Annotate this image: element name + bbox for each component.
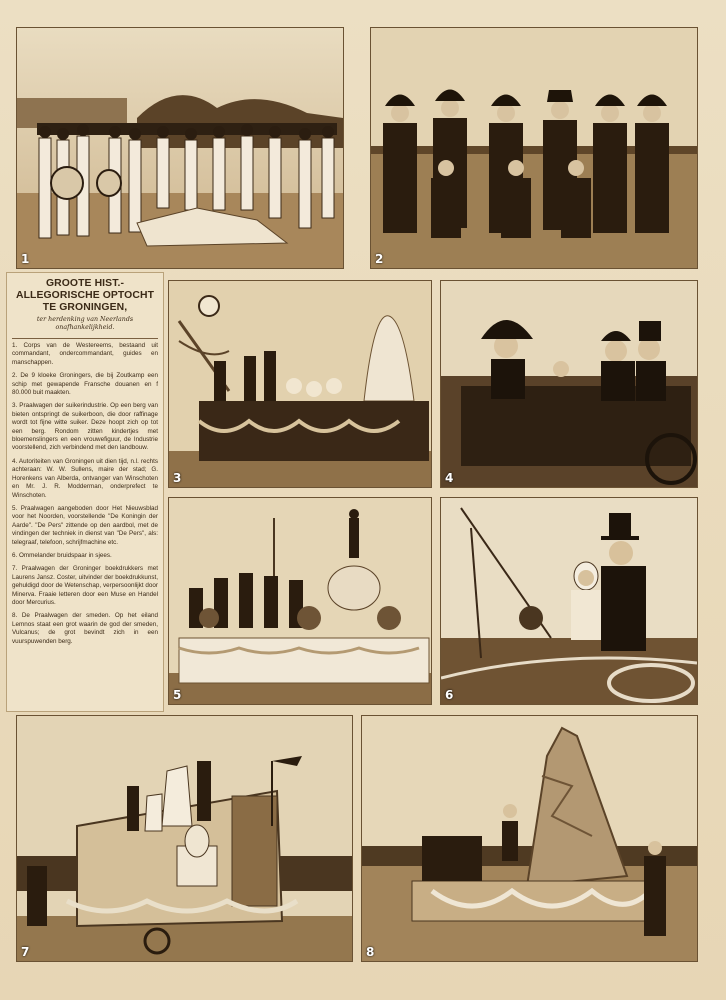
photo-2-groningers xyxy=(370,27,698,269)
photo-number: 8 xyxy=(366,945,375,959)
photo-number: 3 xyxy=(173,471,182,485)
caption-item: 8. De Praalwagen der smeden. Op het eiland Lemnos staat een grot waarin de god der smeden, Vulcanus; de grot bevindt zich in een vuurspuwenden berg. xyxy=(12,612,158,645)
caption-item: 6. Ommelander bruidspaar in sjees. xyxy=(12,551,112,559)
photo-7-boekdrukkers xyxy=(16,715,353,962)
photo-number: 1 xyxy=(21,252,30,266)
photo-1-corps-westereems xyxy=(16,27,344,269)
photo-number: 7 xyxy=(21,945,30,959)
photo-number: 6 xyxy=(445,688,454,702)
caption-title: GROOTE HIST.-ALLEGORISCHE OPTOCHT TE GRONINGEN, xyxy=(15,278,155,313)
caption-item: 7. Praalwagen der Groninger boekdrukkers met Laurens Jansz. Coster, uitvinder der boekdrukkunst, gehuldigd door de Wetenschap, verpersoonlijkt door Minerva. Fraaie letteren door een Muse en Handel door Mercurius. xyxy=(12,565,158,606)
photo-4-autoriteiten xyxy=(440,280,698,488)
caption-item: 1. Corps van de Westereems, bestaand uit commandant, ondercommandant, guides en manschappen. xyxy=(12,342,158,366)
photo-6-bruidspaar xyxy=(440,497,698,705)
caption-item: 2. De 9 kloeke Groningers, die bij Zoutkamp een schip met gewapende Fransche douanen en f 80.000 buit maakten. xyxy=(12,372,158,397)
caption-subtitle: ter herdenking van Neerlands onafhankelijkheid. xyxy=(36,316,134,331)
photo-8-smeden xyxy=(361,715,698,962)
caption-panel xyxy=(6,272,164,712)
photo-3-suikerindustrie xyxy=(168,280,432,488)
photo-number: 2 xyxy=(375,252,384,266)
caption-item: 5. Praalwagen aangeboden door Het Nieuwsblad voor het Noorden, voorstellende "De Koningin der Aarde". "De Pers" zittende op den aardbol, met de vindingen der techniek in dienst van "De Pers", als: telegraaf, telefoon, schrijfmachine etc. xyxy=(12,504,158,546)
caption-divider xyxy=(12,338,158,339)
photo-number: 4 xyxy=(445,471,454,485)
photo-5-de-pers xyxy=(168,497,432,705)
caption-item: 4. Autoriteiten van Groningen uit dien tijd, n.l. rechts achteraan: W. W. Sullens, maire der stad; G. Horenkens van Alberda, ontvanger van Winschoten en Mr. J. R. Modderman, onderprefect te Winschoten. xyxy=(12,457,158,499)
caption-item: 3. Praalwagen der suikerindustrie. Op een berg van bieten ontspringt de suikerboon, die door raffinage wordt tot fijne witte suiker. Deze hoopt zich op tot een berg. Rondom zitten kindertjes met bloemenslingers en een vrouwefiguur, de Industrie voorstellend, zich verbindend met den landbouw. xyxy=(12,402,158,452)
photo-number: 5 xyxy=(173,688,182,702)
